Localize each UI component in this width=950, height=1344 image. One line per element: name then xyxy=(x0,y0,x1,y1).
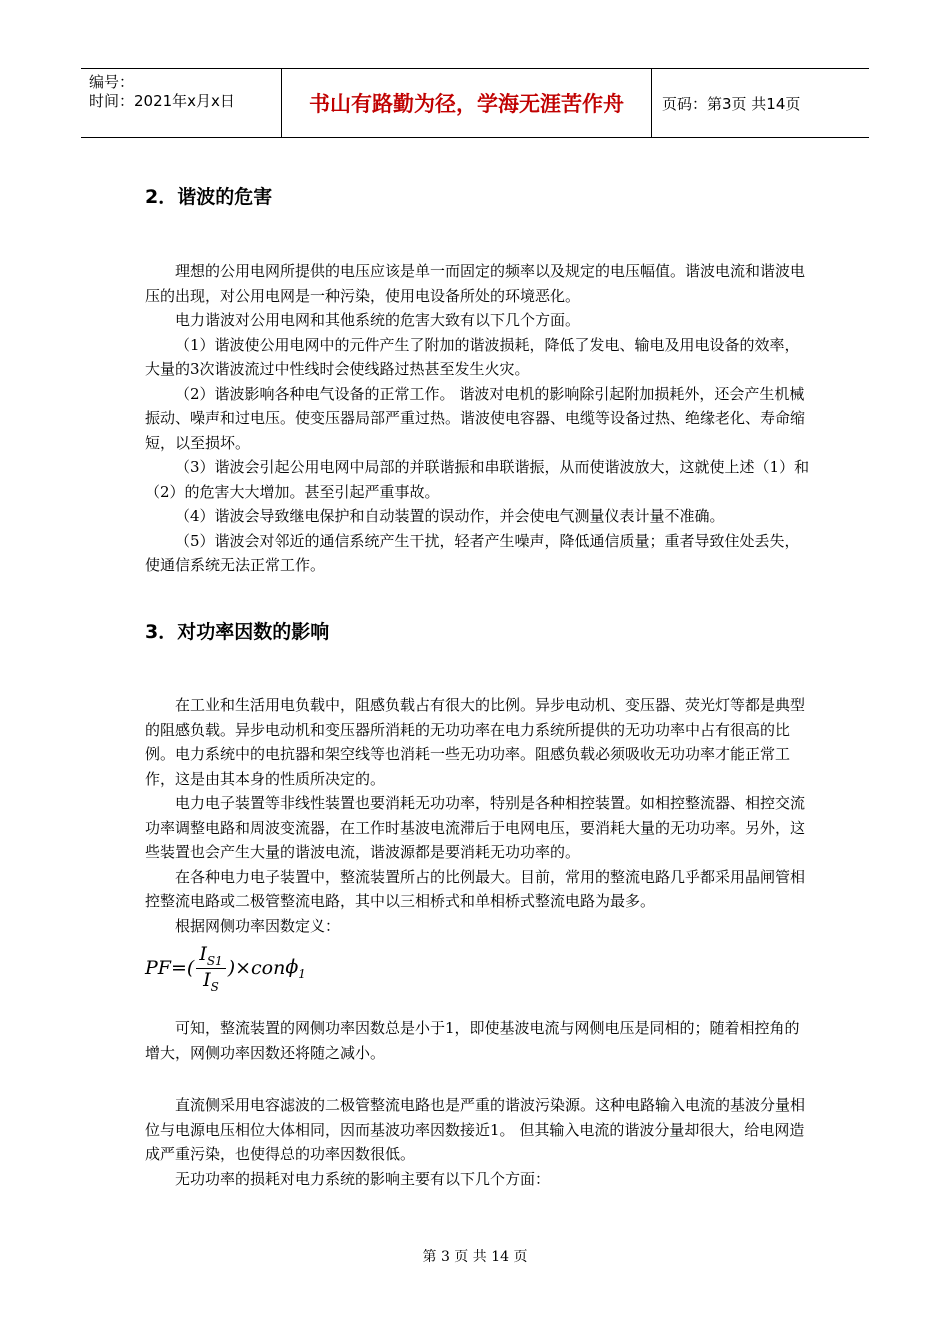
paragraph: 电力谐波对公用电网和其他系统的危害大致有以下几个方面。 xyxy=(175,311,581,329)
paragraph: 根据网侧功率因数定义： xyxy=(175,916,341,935)
formula-rhs: )×con xyxy=(227,957,286,979)
formula-numerator: $I_{S1}$ xyxy=(196,943,225,969)
paragraph: （2）谐波影响各种电气设备的正常工作。 谐波对电机的影响除引起附加损耗外，还会产生机械振动、噪声和过电压。使变压器局部严重过热。谐波使电容器、电缆等设备过热、绝缘老化、寿命缩短，以至损坏。 xyxy=(145,384,806,452)
paragraph: 无功功率的损耗对电力系统的影响主要有以下几个方面： xyxy=(175,1169,551,1188)
paragraph: （1）谐波使公用电网中的元件产生了附加的谐波损耗，降低了发电、输电及用电设备的效率，大量的3次谐波流过中性线时会使线路过热甚至发生火灾。 xyxy=(145,335,800,378)
formula-phi: $\phi_1$ xyxy=(285,955,306,981)
page-footer: 第 3 页 共 14 页 xyxy=(422,1249,528,1265)
formula-denominator: $I_S$ xyxy=(203,968,219,994)
paragraph: 电力电子装置等非线性装置也要消耗无功功率，特别是各种相控装置。如相控整流器、相控交流功率调整电路和周波变流器，在工作时基波电流滞后于电网电压，要消耗大量的无功功率。另外，这些装置也会产生大量的谐波电流，谐波源都是要消耗无功功率的。 xyxy=(145,794,806,861)
section3-body-c xyxy=(145,1093,810,1191)
header-page-info: 页码：第3页 共14页 xyxy=(662,94,801,113)
header-motto: 书山有路勤为径，学海无涯苦作舟 xyxy=(282,69,652,137)
section3-title: 3．对功率因数的影响 xyxy=(145,621,330,643)
paragraph: （5）谐波会对邻近的通信系统产生干扰，轻者产生噪声，降低通信质量；重者导致住处丢失，使通信系统无法正常工作。 xyxy=(145,531,800,574)
formula-fraction xyxy=(196,943,225,994)
paragraph: （4）谐波会导致继电保护和自动装置的误动作，并会使电气测量仪表计量不准确。 xyxy=(175,507,725,525)
header-left-cell xyxy=(81,69,282,137)
paragraph: 理想的公用电网所提供的电压应该是单一而固定的频率以及规定的电压幅值。谐波电流和谐波电压的出现，对公用电网是一种污染，使用电设备所处的环境恶化。 xyxy=(145,262,806,305)
paragraph: （3）谐波会引起公用电网中局部的并联谐振和串联谐振，从而使谐波放大，这就使上述（1）和（2）的危害大大增加。甚至引起严重事故。 xyxy=(145,458,810,501)
paragraph: 在各种电力电子装置中，整流装置所占的比例最大。目前，常用的整流电路几乎都采用晶闸管相控整流电路或二极管整流电路，其中以三相桥式和单相桥式整流电路为最多。 xyxy=(145,867,806,910)
section2-body xyxy=(145,259,810,578)
formula-lhs: PF xyxy=(145,957,171,979)
date-label: 时间：2021年x月x日 xyxy=(89,92,235,110)
paragraph: 在工业和生活用电负载中，阻感负载占有很大的比例。异步电动机、变压器、荧光灯等都是典型的阻感负载。异步电动机和变压器所消耗的无功功率在电力系统所提供的无功功率中占有很高的比例。电力系统中的电抗器和架空线等也消耗一些无功功率。阻感负载必须吸收无功功率才能正常工作，这是由其本身的性质所决定的。 xyxy=(145,696,806,788)
power-factor-formula xyxy=(145,942,306,994)
paragraph: 直流侧采用电容滤波的二极管整流电路也是严重的谐波污染源。这种电路输入电流的基波分量相位与电源电压相位大体相同，因而基波功率因数接近1。 但其输入电流的谐波分量却很大，给电网造成严重污染，也使得总的功率因数很低。 xyxy=(145,1096,806,1163)
paragraph: 可知，整流装置的网侧功率因数总是小于1，即使基波电流与网侧电压是同相的；随着相控角的增大，网侧功率因数还将随之减小。 xyxy=(145,1019,800,1062)
section2-title: 2．谐波的危害 xyxy=(145,186,273,208)
formula-eq: =( xyxy=(170,957,195,979)
section3-body-b xyxy=(145,1016,810,1065)
section3-body-a xyxy=(145,693,810,938)
number-label: 编号： xyxy=(89,73,135,91)
document-header xyxy=(81,68,869,138)
